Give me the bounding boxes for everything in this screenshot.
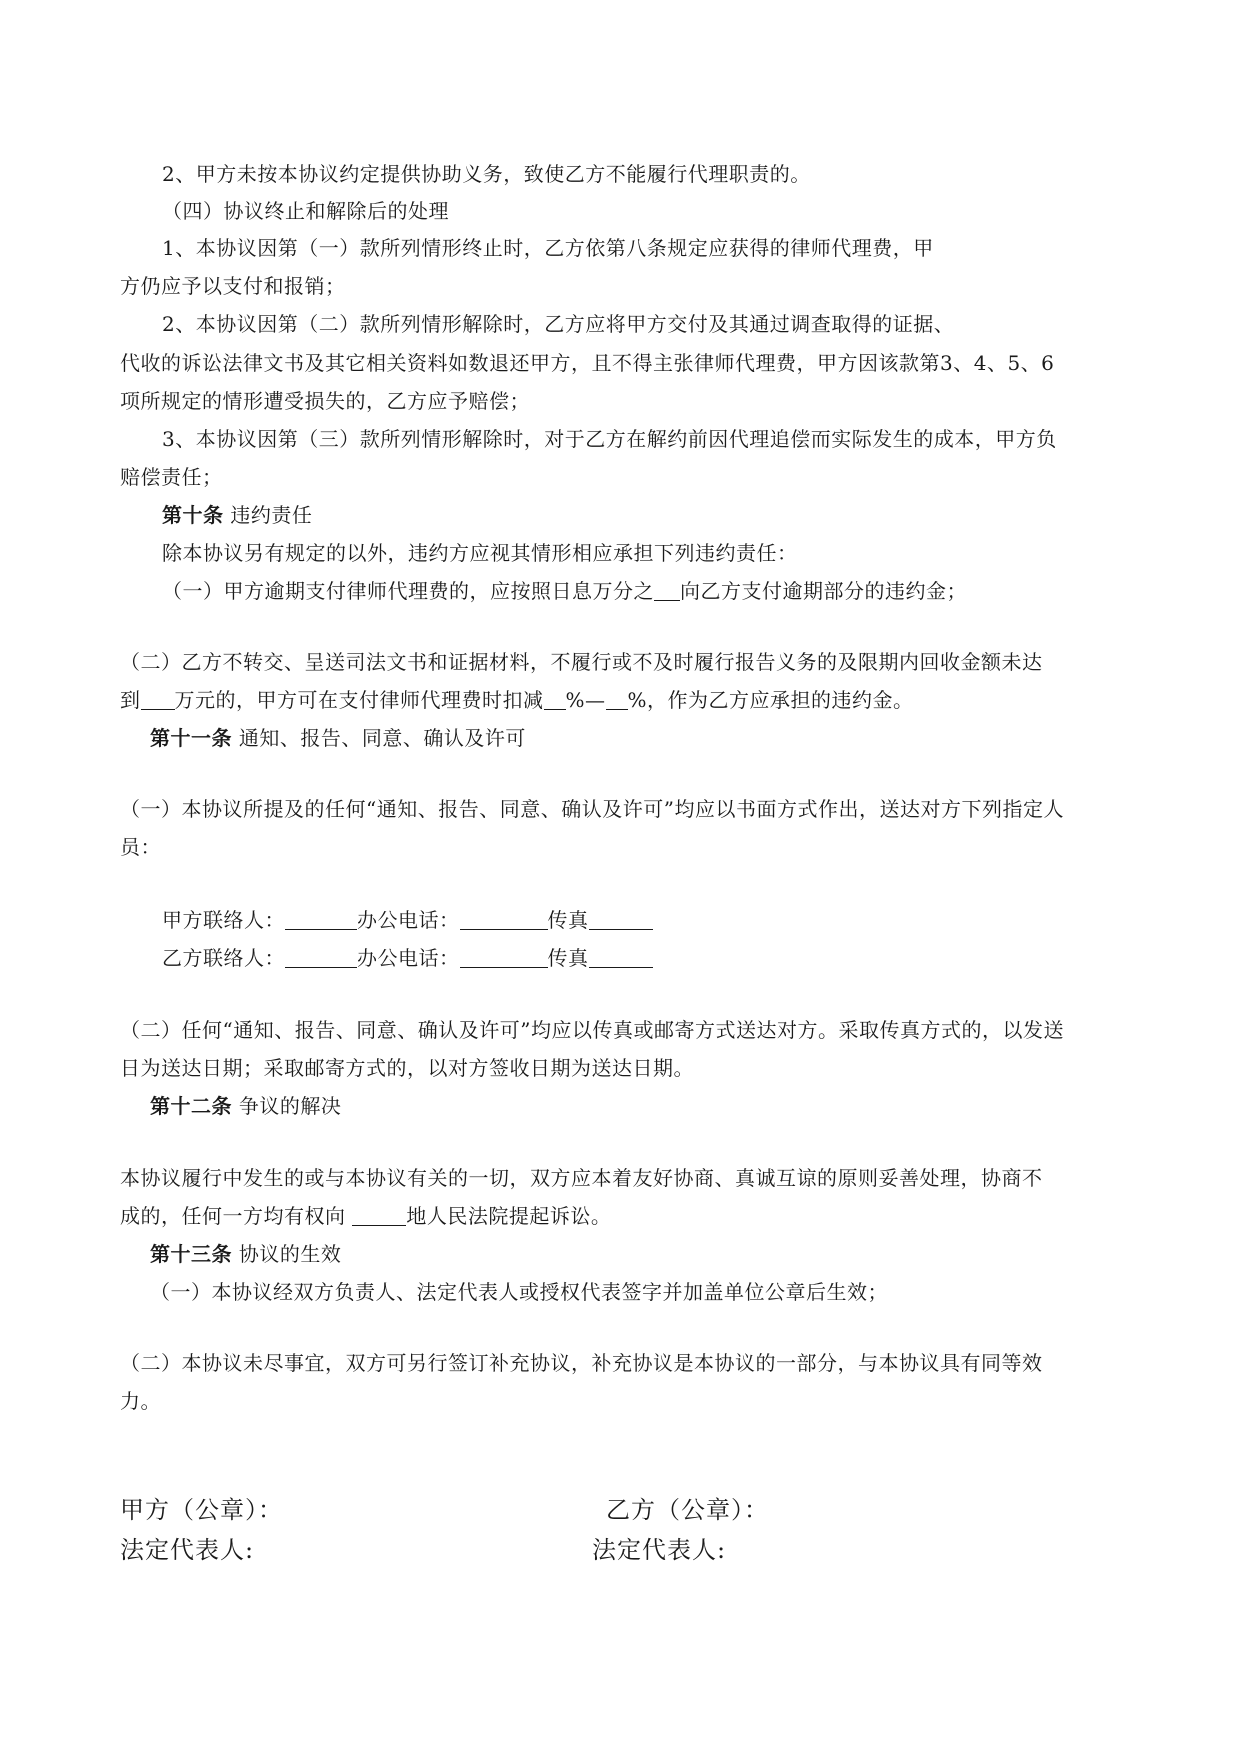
- article-11-clause-2-line1: （二）任何“通知、报告、同意、确认及许可”均应以传真或邮寄方式送达对方。采取传真方式的，以发送: [120, 1018, 1064, 1042]
- party-a-legal-rep-label: 法定代表人:: [120, 1536, 255, 1564]
- blank-party-b-phone: [460, 947, 548, 968]
- blank-party-b-contact: [285, 947, 357, 968]
- article-11-title: 通知、报告、同意、确认及许可: [238, 726, 526, 750]
- clause-termination-2-line3: 项所规定的情形遭受损失的，乙方应予赔偿；: [120, 389, 530, 413]
- article-12-body-line1: 本协议履行中发生的或与本协议有关的一切，双方应本着友好协商、真诚互谅的原则妥善处理，协商不: [120, 1166, 1043, 1190]
- party-b-legal-rep-label: 法定代表人:: [592, 1536, 727, 1564]
- party-a-contact-row: 甲方联络人： 办公电话： 传真: [162, 906, 653, 934]
- clause-4-2: 2、甲方未按本协议约定提供协助义务，致使乙方不能履行代理职责的。: [162, 162, 811, 186]
- article-11-number: 第十一条: [150, 726, 232, 750]
- article-13-number: 第十三条: [150, 1242, 232, 1266]
- article-13-clause-1: （一）本协议经双方负责人、法定代表人或授权代表签字并加盖单位公章后生效；: [150, 1280, 888, 1304]
- article-11-heading: [150, 724, 526, 752]
- blank-party-a-contact: [285, 909, 357, 930]
- clause-termination-1-line1: 1、本协议因第（一）款所列情形终止时，乙方依第八条规定应获得的律师代理费，甲: [162, 236, 934, 260]
- article-10-title: 违约责任: [230, 503, 313, 527]
- blank-court-location: [352, 1205, 406, 1226]
- article-10-intro: 除本协议另有规定的以外，违约方应视其情形相应承担下列违约责任：: [162, 541, 798, 565]
- blank-amount: [141, 689, 175, 710]
- party-a-seal-label: 甲方（公章）：: [120, 1496, 283, 1524]
- article-13-clause-2-line1: （二）本协议未尽事宜，双方可另行签订补充协议，补充协议是本协议的一部分，与本协议具有同等效: [120, 1351, 1043, 1375]
- article-10-heading: [162, 501, 312, 529]
- article-10-clause-2-line2: 到 万元的，甲方可在支付律师代理费时扣减 %— %，作为乙方应承担的违约金。: [120, 688, 914, 712]
- clause-termination-2-line1: 2、本协议因第（二）款所列情形解除时，乙方应将甲方交付及其通过调查取得的证据、: [162, 312, 955, 336]
- blank-party-b-fax: [589, 947, 653, 968]
- article-11-clause-1-line1: （一）本协议所提及的任何“通知、报告、同意、确认及许可”均应以书面方式作出，送达对方下列指定人: [120, 797, 1064, 821]
- article-12-title: 争议的解决: [238, 1094, 342, 1118]
- article-12-body-line2: 成的，任何一方均有权向 地人民法院提起诉讼。: [120, 1204, 612, 1228]
- blank-daily-rate: [654, 580, 680, 601]
- article-13-title: 协议的生效: [238, 1242, 342, 1266]
- blank-party-a-phone: [460, 909, 548, 930]
- article-13-clause-2-line2: 力。: [120, 1389, 161, 1413]
- party-b-seal-label: 乙方（公章）：: [606, 1496, 769, 1524]
- article-11-clause-1-line2: 员：: [120, 835, 161, 859]
- article-11-clause-2-line2: 日为送达日期；采取邮寄方式的，以对方签收日期为送达日期。: [120, 1056, 694, 1080]
- clause-termination-3-line1: 3、本协议因第（三）款所列情形解除时，对于乙方在解约前因代理追偿而实际发生的成本，甲方负: [162, 427, 1057, 451]
- article-10-clause-1: （一）甲方逾期支付律师代理费的，应按照日息万分之 向乙方支付逾期部分的违约金；: [162, 579, 967, 603]
- clause-termination-3-line2: 赔偿责任；: [120, 465, 223, 489]
- party-b-contact-row: 乙方联络人： 办公电话： 传真: [162, 944, 653, 972]
- article-12-heading: [150, 1092, 341, 1120]
- blank-percent-max: [606, 689, 628, 710]
- clause-termination-2-line2: 代收的诉讼法律文书及其它相关资料如数退还甲方，且不得主张律师代理费，甲方因该款第3、4、5、6: [120, 351, 1055, 375]
- article-12-number: 第十二条: [150, 1094, 232, 1118]
- article-10-clause-2-line1: （二）乙方不转交、呈送司法文书和证据材料，不履行或不及时履行报告义务的及限期内回收金额未达: [120, 650, 1043, 674]
- blank-party-a-fax: [589, 909, 653, 930]
- blank-percent-min: [544, 689, 566, 710]
- article-13-heading: [150, 1240, 341, 1268]
- article-10-number: 第十条: [162, 503, 224, 527]
- clause-termination-1-line2: 方仍应予以支付和报销；: [120, 274, 346, 298]
- section-4-heading: （四）协议终止和解除后的处理: [162, 199, 449, 223]
